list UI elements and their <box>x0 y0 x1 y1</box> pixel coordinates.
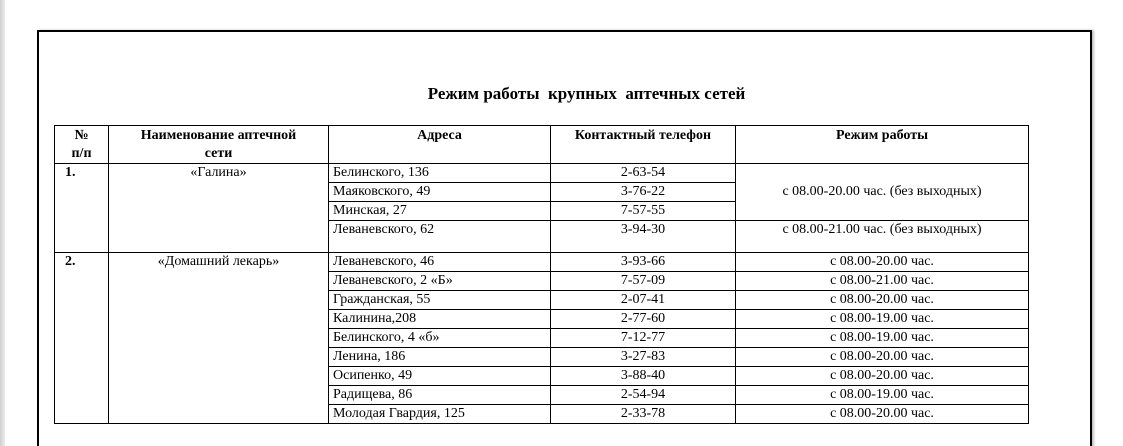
document-title: Режим работы крупных аптечных сетей <box>427 84 746 103</box>
address-cell: Минская, 27 <box>329 202 551 221</box>
hours-cell: с 08.00-19.00 час. <box>736 329 1029 348</box>
phone-cell: 2-63-54 <box>551 164 736 183</box>
phone-cell: 7-12-77 <box>551 329 736 348</box>
address-cell: Леваневского, 62 <box>329 221 551 240</box>
phone-cell: 2-33-78 <box>551 405 736 424</box>
hours-cell: с 08.00-19.00 час. <box>736 310 1029 329</box>
phone-cell: 3-93-66 <box>551 253 736 272</box>
address-cell: Ленина, 186 <box>329 348 551 367</box>
pharmacy-name: «Домашний лекарь» <box>109 253 329 424</box>
address-cell: Белинского, 136 <box>329 164 551 183</box>
address-cell: Осипенко, 49 <box>329 367 551 386</box>
address-cell: Гражданская, 55 <box>329 291 551 310</box>
address-cell: Калинина,208 <box>329 310 551 329</box>
address-cell: Леваневского, 2 «Б» <box>329 272 551 291</box>
pharmacy-hours-table <box>54 125 1029 424</box>
spacer-cell <box>736 239 1029 253</box>
phone-cell: 3-94-30 <box>551 221 736 240</box>
hours-cell: с 08.00-19.00 час. <box>736 386 1029 405</box>
table-header-row <box>55 126 1029 164</box>
address-cell: Белинского, 4 «б» <box>329 329 551 348</box>
address-cell: Молодая Гвардия, 125 <box>329 405 551 424</box>
header-number-line2: п/п <box>71 146 92 161</box>
table-row <box>55 253 1029 272</box>
phone-cell: 2-54-94 <box>551 386 736 405</box>
phone-cell: 3-76-22 <box>551 183 736 202</box>
spacer-cell <box>329 239 551 253</box>
phone-cell: 3-88-40 <box>551 367 736 386</box>
group-number: 2. <box>55 253 109 424</box>
header-hours: Режим работы <box>736 126 1029 164</box>
phone-cell: 7-57-55 <box>551 202 736 221</box>
header-number-line1: № <box>74 128 89 143</box>
phone-cell: 2-07-41 <box>551 291 736 310</box>
phone-cell: 2-77-60 <box>551 310 736 329</box>
hours-cell: с 08.00-21.00 час. <box>736 272 1029 291</box>
header-name-line1: Наименование аптечной <box>140 128 297 143</box>
hours-cell: с 08.00-20.00 час. <box>736 291 1029 310</box>
address-cell: Маяковского, 49 <box>329 183 551 202</box>
phone-cell: 3-27-83 <box>551 348 736 367</box>
address-cell: Радищева, 86 <box>329 386 551 405</box>
header-number <box>55 126 109 164</box>
hours-cell: с 08.00-20.00 час. <box>736 367 1029 386</box>
document-page <box>37 30 1092 446</box>
pharmacy-name: «Галина» <box>109 164 329 253</box>
table-row <box>55 164 1029 183</box>
hours-cell: с 08.00-20.00 час. <box>736 348 1029 367</box>
group-number: 1. <box>55 164 109 253</box>
hours-cell: с 08.00-21.00 час. (без выходных) <box>736 221 1029 240</box>
viewer-left-edge <box>0 0 5 446</box>
header-name-line2: сети <box>204 146 233 161</box>
phone-cell: 7-57-09 <box>551 272 736 291</box>
hours-cell: с 08.00-20.00 час. (без выходных) <box>736 164 1029 221</box>
header-name <box>109 126 329 164</box>
hours-cell: с 08.00-20.00 час. <box>736 405 1029 424</box>
spacer-cell <box>551 239 736 253</box>
header-address: Адреса <box>329 126 551 164</box>
hours-cell: с 08.00-20.00 час. <box>736 253 1029 272</box>
address-cell: Леваневского, 46 <box>329 253 551 272</box>
header-phone: Контактный телефон <box>551 126 736 164</box>
